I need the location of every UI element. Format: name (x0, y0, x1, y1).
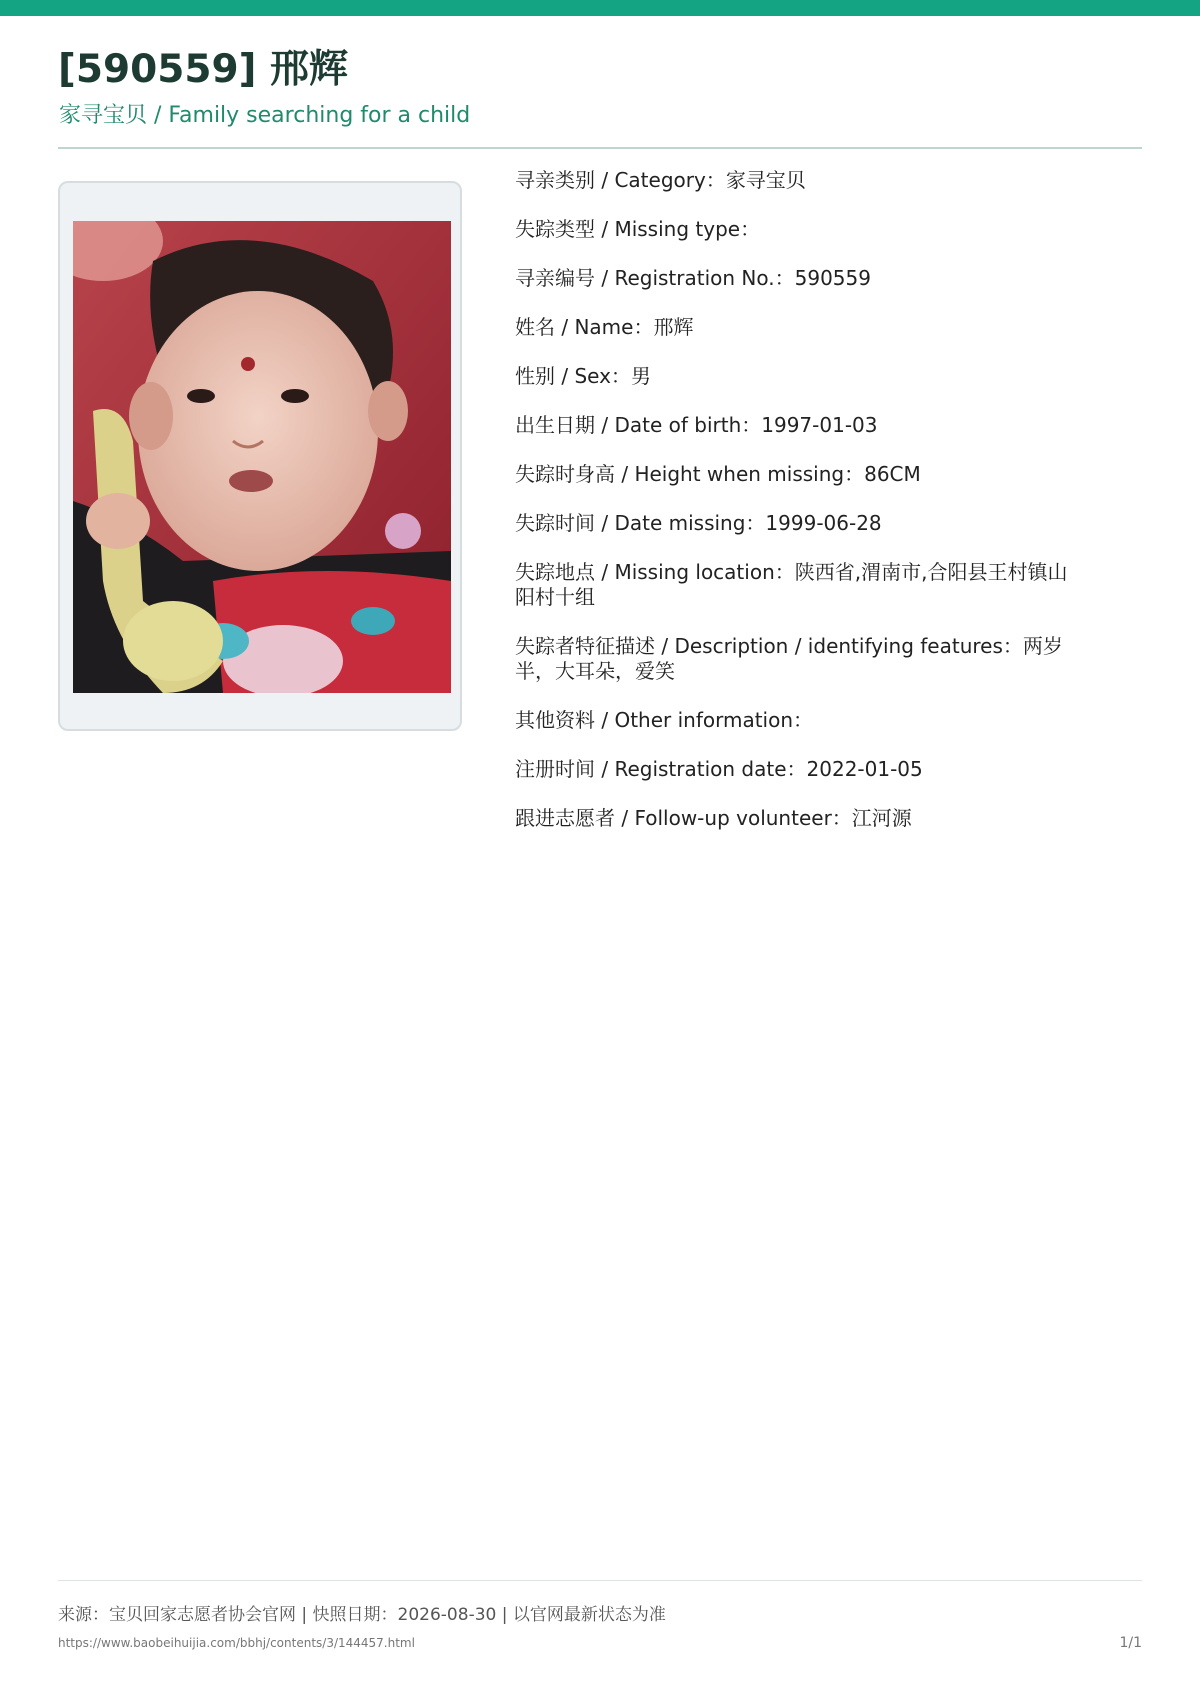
detail-value: 590559 (794, 266, 871, 290)
detail-value: 邢辉 (653, 315, 694, 339)
footer-source-text: 来源：宝贝回家志愿者协会官网 | 快照日期：2026-08-30 | 以官网最新状态为准 (58, 1605, 666, 1625)
detail-label: 注册时间 / Registration date： (515, 757, 807, 781)
detail-registration-date (515, 757, 1075, 782)
detail-label: 性别 / Sex： (515, 364, 631, 388)
detail-name (515, 315, 1075, 340)
page-title: [590559] 邢辉 (58, 47, 349, 92)
detail-label: 寻亲编号 / Registration No.： (515, 266, 795, 290)
detail-label: 其他资料 / Other information： (515, 708, 814, 732)
detail-label: 姓名 / Name： (515, 315, 654, 339)
child-portrait-photo (73, 221, 451, 693)
detail-category (515, 168, 1075, 193)
page-number: 1/1 (1119, 1635, 1142, 1651)
details-list (515, 168, 1075, 855)
detail-missing-type (515, 217, 1075, 242)
page-subtitle: 家寻宝贝 / Family searching for a child (59, 103, 471, 128)
detail-label: 出生日期 / Date of birth： (515, 413, 762, 437)
detail-label: 失踪类型 / Missing type： (515, 217, 761, 241)
detail-value: 江河源 (851, 806, 912, 830)
detail-missing-location (515, 560, 1075, 610)
detail-label: 失踪时身高 / Height when missing： (515, 462, 865, 486)
photo-card (58, 181, 462, 731)
footer-url[interactable]: https://www.baobeihuijia.com/bbhj/contents/3/144457.html (58, 1636, 415, 1650)
detail-value: 陕西省,渭南市,合阳县王村镇山阳村十组 (515, 560, 1068, 609)
detail-value: 男 (630, 364, 651, 388)
detail-value: 86CM (864, 462, 921, 486)
detail-label: 失踪地点 / Missing location： (515, 560, 795, 584)
detail-other-information (515, 708, 1075, 733)
detail-registration-no (515, 266, 1075, 291)
detail-height (515, 462, 1075, 487)
detail-volunteer (515, 806, 1075, 831)
detail-description (515, 634, 1075, 684)
detail-date-of-birth (515, 413, 1075, 438)
header-divider (58, 147, 1142, 149)
detail-value: 2022-01-05 (806, 757, 923, 781)
detail-sex (515, 364, 1075, 389)
detail-label: 失踪者特征描述 / Description / identifying features： (515, 634, 1023, 658)
footer-divider (58, 1580, 1142, 1581)
detail-value: 家寻宝贝 (725, 168, 806, 192)
detail-label: 失踪时间 / Date missing： (515, 511, 766, 535)
top-accent-bar (0, 0, 1200, 16)
detail-value: 1999-06-28 (765, 511, 882, 535)
detail-value: 1997-01-03 (761, 413, 878, 437)
detail-label: 跟进志愿者 / Follow-up volunteer： (515, 806, 852, 830)
detail-label: 寻亲类别 / Category： (515, 168, 726, 192)
detail-value: 两岁半，大耳朵，爱笑 (515, 634, 1063, 683)
detail-date-missing (515, 511, 1075, 536)
